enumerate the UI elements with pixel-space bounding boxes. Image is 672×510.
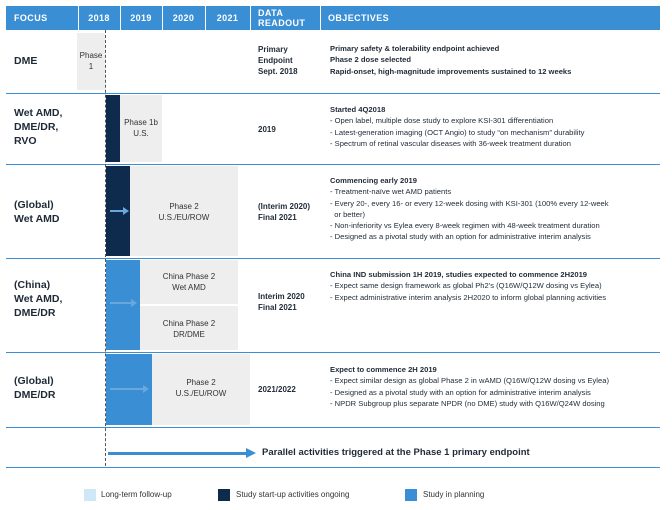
focus-label: (Global) Wet AMD bbox=[14, 199, 60, 225]
header-year-2018: 2018 bbox=[78, 6, 120, 30]
phase-1-endpoint-line bbox=[105, 30, 106, 466]
header-year-2021: 2021 bbox=[205, 6, 250, 30]
data-readout: Interim 2020 Final 2021 bbox=[258, 292, 305, 312]
header-divider bbox=[162, 6, 163, 30]
header-year-2019: 2019 bbox=[120, 6, 162, 30]
china-dr-dme-label: China Phase 2 DR/DME bbox=[162, 319, 216, 339]
header-year-2020: 2020 bbox=[162, 6, 205, 30]
focus-label: DME bbox=[14, 55, 38, 67]
header-objectives: OBJECTIVES bbox=[320, 6, 660, 30]
legend-label: Study in planning bbox=[423, 490, 485, 499]
header-divider bbox=[120, 6, 121, 30]
phase-1-label: Phase 1 bbox=[79, 51, 103, 71]
data-readout: (Interim 2020) Final 2021 bbox=[258, 202, 311, 222]
header-divider bbox=[320, 6, 321, 30]
objectives: China IND submission 1H 2019, studies expected to commence 2H2019 - Expect same design framework as global Ph2’s (Q16W/Q12W dosing vs Eylea) - Expect administrative interim analysis 2H2020 to inform global planning activities bbox=[330, 270, 607, 302]
header-divider bbox=[205, 6, 206, 30]
data-readout: 2021/2022 bbox=[258, 385, 296, 394]
header-focus: FOCUS bbox=[6, 6, 78, 30]
parallel-arrow bbox=[108, 452, 248, 455]
legend-swatch-long-term bbox=[84, 489, 96, 501]
arrow-icon bbox=[110, 388, 144, 390]
data-readout: Primary Endpoint Sept. 2018 bbox=[258, 45, 298, 76]
focus-label: (Global) DME/DR bbox=[14, 375, 56, 401]
header-divider bbox=[250, 6, 251, 30]
arrow-icon bbox=[110, 210, 124, 212]
legend-swatch-startup bbox=[218, 489, 230, 501]
legend-label: Study start-up activities ongoing bbox=[236, 490, 350, 499]
china-wet-amd-label: China Phase 2 Wet AMD bbox=[162, 272, 216, 292]
legend-swatch-planning bbox=[405, 489, 417, 501]
study-startup-bar bbox=[106, 95, 120, 162]
objectives: Primary safety & tolerability endpoint achieved Phase 2 dose selected Rapid-onset, high-magnitude improvements sustained to 12 weeks bbox=[330, 44, 572, 76]
objectives: Started 4Q2018 - Open label, multiple dose study to explore KSI-301 differentiation - Latest-generation imaging (OCT Angio) to study “on mechanism” durability - Spectrum of retinal vascular diseases with 36-week treatment duration bbox=[330, 105, 585, 148]
phase-2-label: Phase 2 U.S./EU/ROW bbox=[158, 202, 210, 222]
header-data-readout: DATA READOUT bbox=[250, 6, 320, 30]
phase-1b-label: Phase 1b U.S. bbox=[124, 118, 158, 138]
arrow-icon bbox=[110, 302, 132, 304]
parallel-activities-text: Parallel activities triggered at the Phase 1 primary endpoint bbox=[262, 447, 530, 458]
header-divider bbox=[78, 6, 79, 30]
legend-label: Long-term follow-up bbox=[101, 490, 172, 499]
objectives: Commencing early 2019 - Treatment-naïve wet AMD patients - Every 20-, every 16- or every 12-week dosing with KSI-301 (100% every 12-week or better) - Non-inferiority vs Eylea every 8-week regimen with 48-week treatment duration - Designed as a pivotal study with an option for administrative interim analysis bbox=[330, 176, 609, 242]
phase-2-label: Phase 2 U.S./EU/ROW bbox=[175, 378, 227, 398]
focus-label: (China) Wet AMD, DME/DR bbox=[14, 279, 63, 319]
objectives: Expect to commence 2H 2019 - Expect similar design as global Phase 2 in wAMD (Q16W/Q12W dosing vs Eylea) - Designed as a pivotal study with an option for administrative interim analysis - NPDR Subgroup plus separate NPDR (no DME) study with Q16W/Q24W dosing bbox=[330, 365, 609, 408]
data-readout: 2019 bbox=[258, 125, 276, 134]
parallel-arrow-head-icon bbox=[246, 448, 256, 458]
row-divider bbox=[6, 467, 660, 468]
focus-label: Wet AMD, DME/DR, RVO bbox=[14, 107, 63, 147]
